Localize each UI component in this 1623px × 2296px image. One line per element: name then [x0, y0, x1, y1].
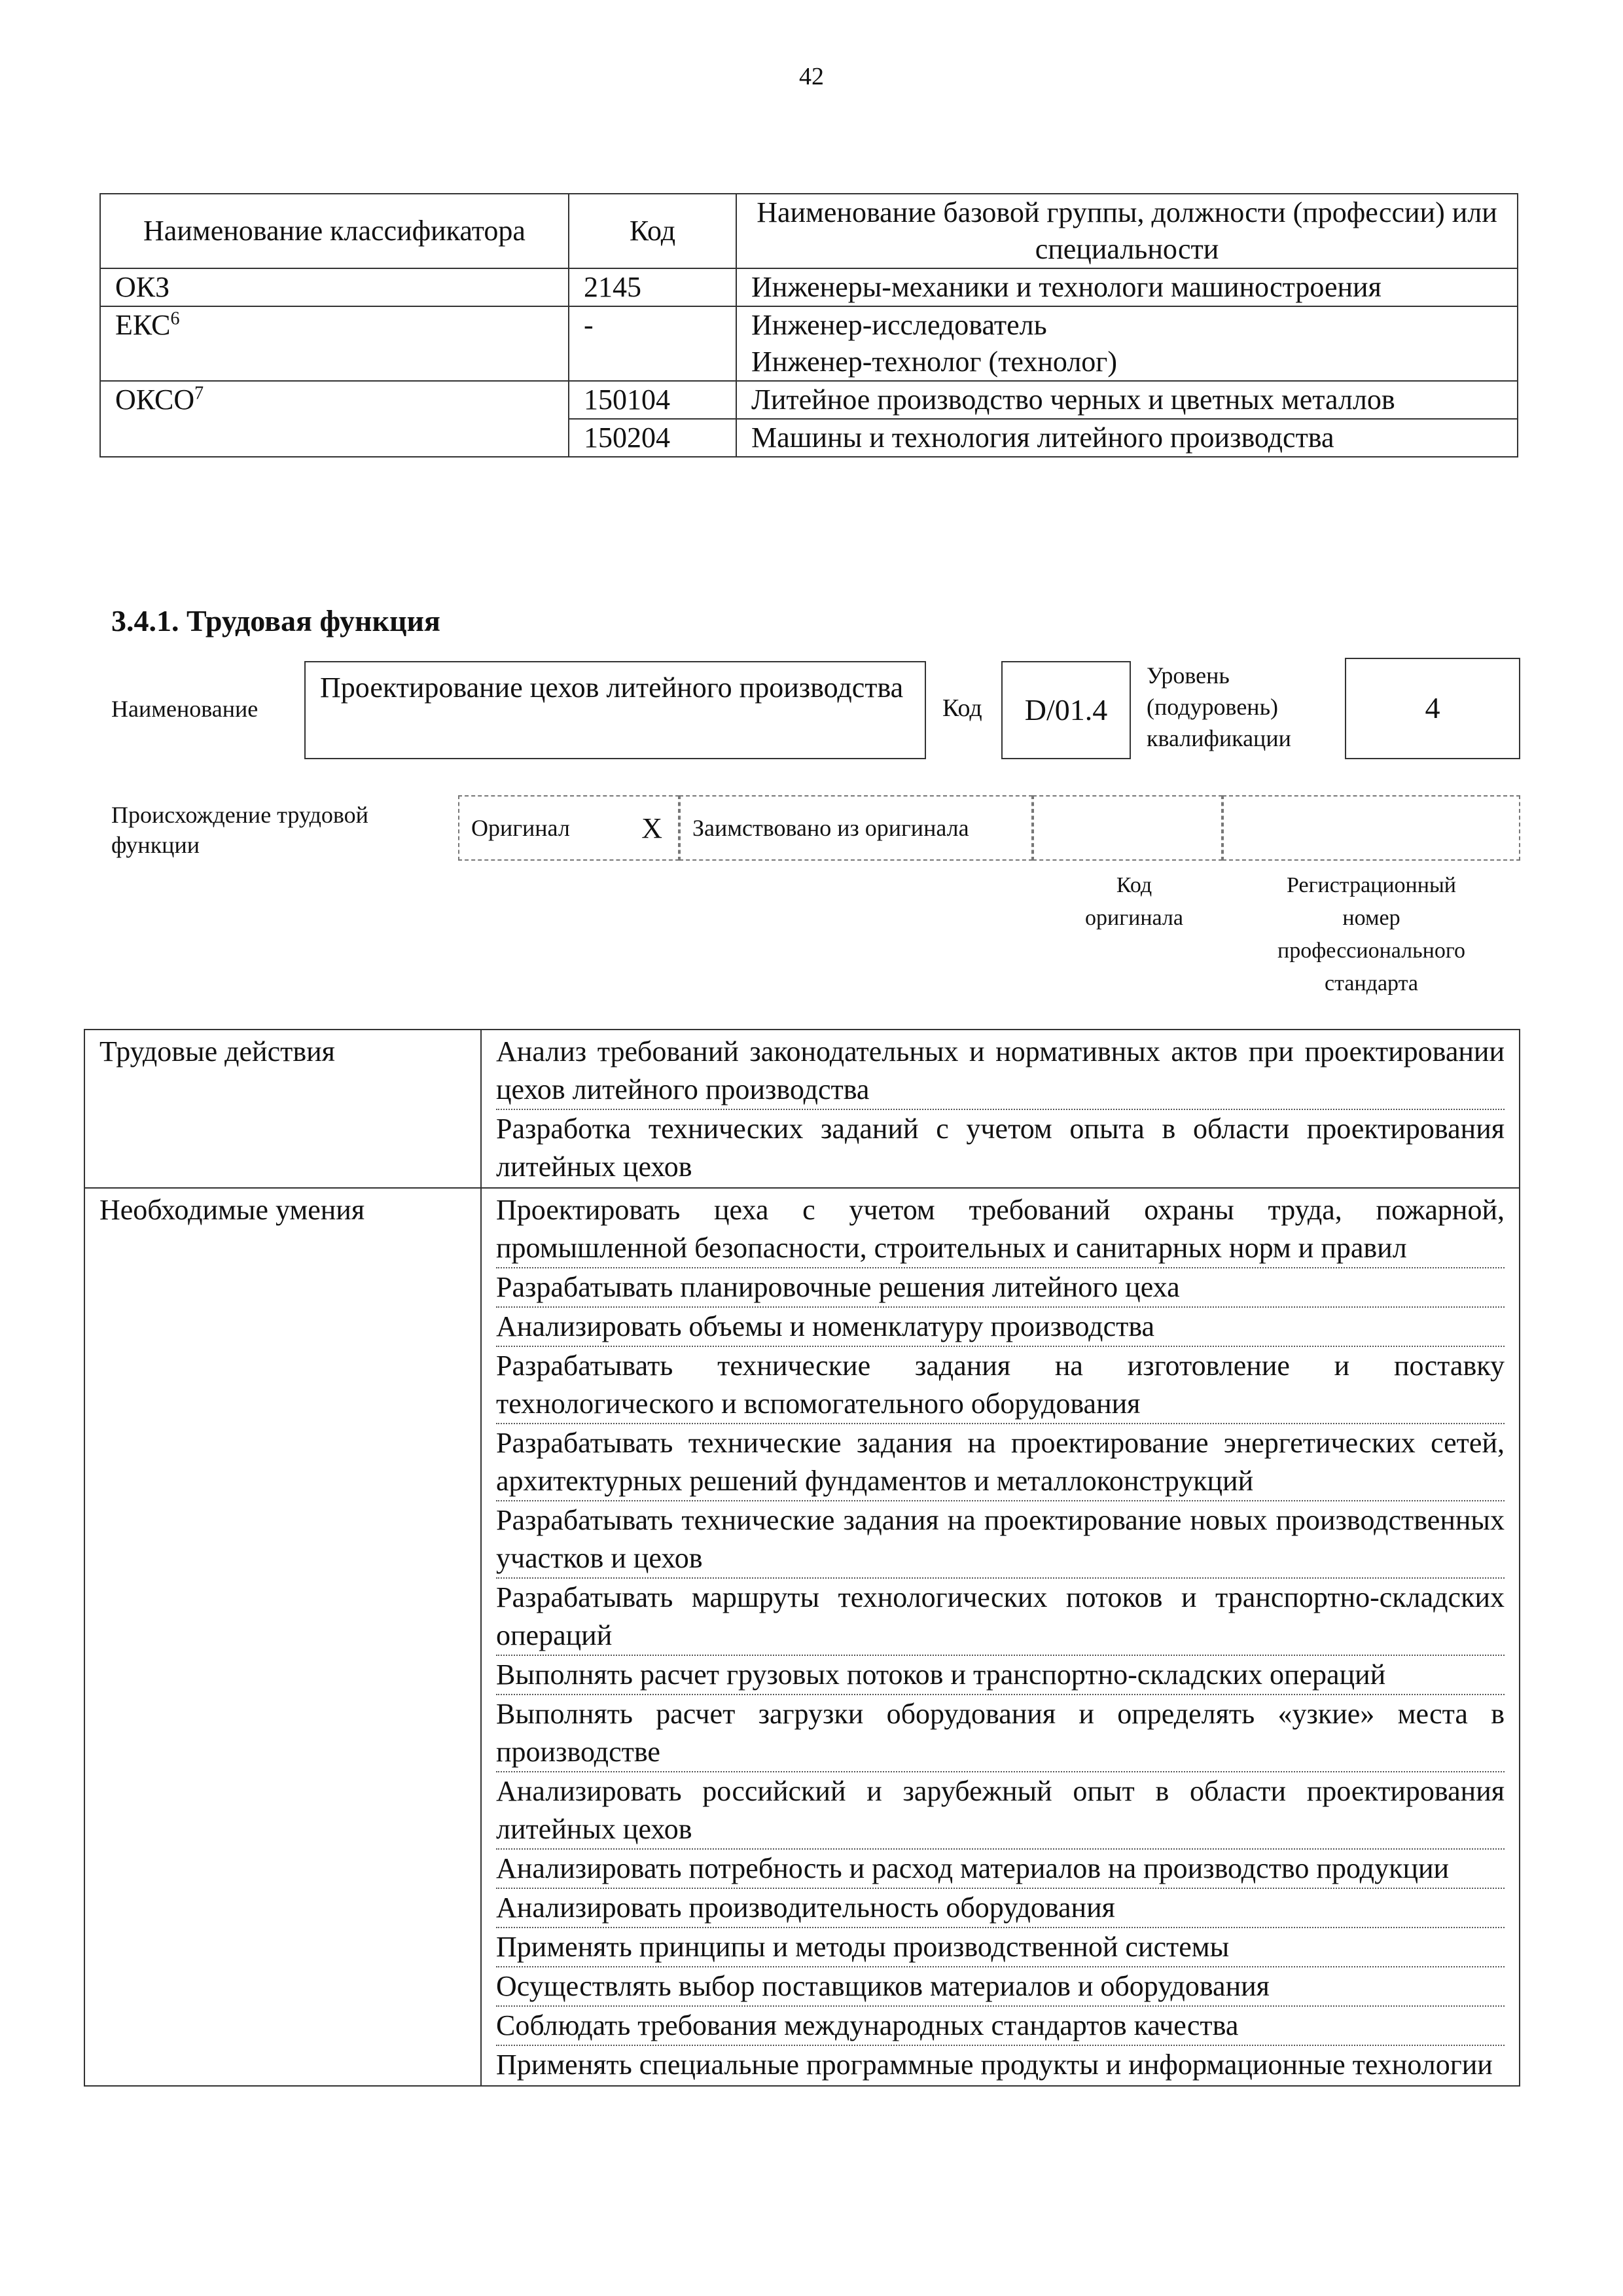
- list-item: Применять принципы и методы производственной системы: [496, 1928, 1505, 1967]
- level-label: Уровень (подуровень) квалификации: [1147, 662, 1291, 751]
- origin-row: [458, 795, 1520, 861]
- name-cell: Инженеры-механики и технологи машиностроения: [736, 268, 1518, 306]
- code-cell: 2145: [569, 268, 736, 306]
- function-name-box: Проектирование цехов литейного производства: [304, 661, 926, 759]
- page-number: 42: [799, 63, 824, 90]
- list-item: Выполнять расчет загрузки оборудования и определять «узкие» места в производстве: [496, 1695, 1505, 1772]
- list-item: Проектировать цеха с учетом требований охраны труда, пожарной, промышленной безопасности, строительных и санитарных норм и правил: [496, 1191, 1505, 1268]
- origin-original-mark: X: [641, 812, 662, 844]
- name-cell: Литейное производство черных и цветных металлов: [736, 381, 1518, 419]
- actions-label: Трудовые действия: [84, 1030, 481, 1188]
- list-item: Соблюдать требования международных стандартов качества: [496, 2007, 1505, 2046]
- classifier-cell: ОКЗ: [100, 268, 569, 306]
- header-group-name: Наименование базовой группы, должности (профессии) или специальности: [736, 194, 1518, 268]
- classifier-table-header: [100, 194, 1518, 268]
- list-item: Разработка технических заданий с учетом опыта в области проектирования литейных цехов: [496, 1113, 1505, 1183]
- list-item: Разрабатывать технические задания на проектирование новых производственных участков и цехов: [496, 1501, 1505, 1579]
- list-item: Выполнять расчет грузовых потоков и транспортно-складских операций: [496, 1656, 1505, 1695]
- list-item: Осуществлять выбор поставщиков материалов и оборудования: [496, 1967, 1505, 2007]
- origin-reg-caption: Регистрационный номер профессионального стандарта: [1277, 873, 1465, 996]
- name-label: Наименование: [111, 696, 259, 722]
- list-item: Разрабатывать маршруты технологических потоков и транспортно-складских операций: [496, 1579, 1505, 1656]
- origin-original-label: Оригинал: [471, 815, 570, 841]
- classifier-cell: ЕКС$^6$: [100, 306, 569, 381]
- header-classifier: Наименование классификатора: [100, 194, 569, 268]
- origin-reg-cell: [1222, 795, 1520, 861]
- name-cell: Машины и технология литейного производства: [736, 419, 1518, 457]
- list-item: Применять специальные программные продукты и информационные технологии: [496, 2049, 1493, 2081]
- footnote-mark: 7: [194, 383, 204, 404]
- table-row: [100, 381, 1518, 419]
- skills-row: [84, 1188, 1520, 2086]
- origin-code-caption: Код оригинала: [1085, 873, 1183, 930]
- duties-table: [84, 1029, 1520, 2087]
- list-item: Разрабатывать планировочные решения литейного цеха: [496, 1268, 1505, 1308]
- list-item: Анализировать объемы и номенклатуру производства: [496, 1308, 1505, 1347]
- list-item: Анализировать российский и зарубежный опыт в области проектирования литейных цехов: [496, 1772, 1505, 1850]
- code-cell: 150104: [569, 381, 736, 419]
- list-item: Разрабатывать технические задания на проектирование энергетических сетей, архитектурных решений фундаментов и металлоконструкций: [496, 1424, 1505, 1501]
- list-item: Анализировать производительность оборудования: [496, 1889, 1505, 1928]
- actions-list: [481, 1030, 1520, 1188]
- list-item: Разрабатывать технические задания на изготовление и поставку технологического и вспомогательного оборудования: [496, 1347, 1505, 1424]
- origin-code-cell: [1033, 795, 1222, 861]
- origin-borrowed-cell: Заимствовано из оригинала: [679, 795, 1033, 861]
- level-box: 4: [1345, 658, 1520, 759]
- table-row: [100, 306, 1518, 381]
- skills-label: Необходимые умения: [84, 1188, 481, 2086]
- table-row: [100, 268, 1518, 306]
- list-item: Анализ требований законодательных и нормативных актов при проектировании цехов литейного производства: [496, 1033, 1505, 1110]
- code-cell: 150204: [569, 419, 736, 457]
- skills-list: [481, 1188, 1520, 2086]
- origin-original-cell: [458, 795, 679, 861]
- name-cell: Инженер-исследователь Инженер-технолог (технолог): [736, 306, 1518, 381]
- classifier-table: [99, 193, 1518, 457]
- actions-row: [84, 1030, 1520, 1188]
- classifier-cell: ОКСО$^7$: [100, 381, 569, 457]
- origin-label: Происхождение трудовой функции: [111, 802, 368, 858]
- header-code: Код: [569, 194, 736, 268]
- code-label: Код: [942, 694, 982, 722]
- function-code-box: D/01.4: [1001, 661, 1131, 759]
- section-title: 3.4.1. Трудовая функция: [111, 604, 440, 637]
- list-item: Анализировать потребность и расход материалов на производство продукции: [496, 1850, 1505, 1889]
- footnote-mark: 6: [170, 308, 180, 329]
- code-cell: -: [569, 306, 736, 381]
